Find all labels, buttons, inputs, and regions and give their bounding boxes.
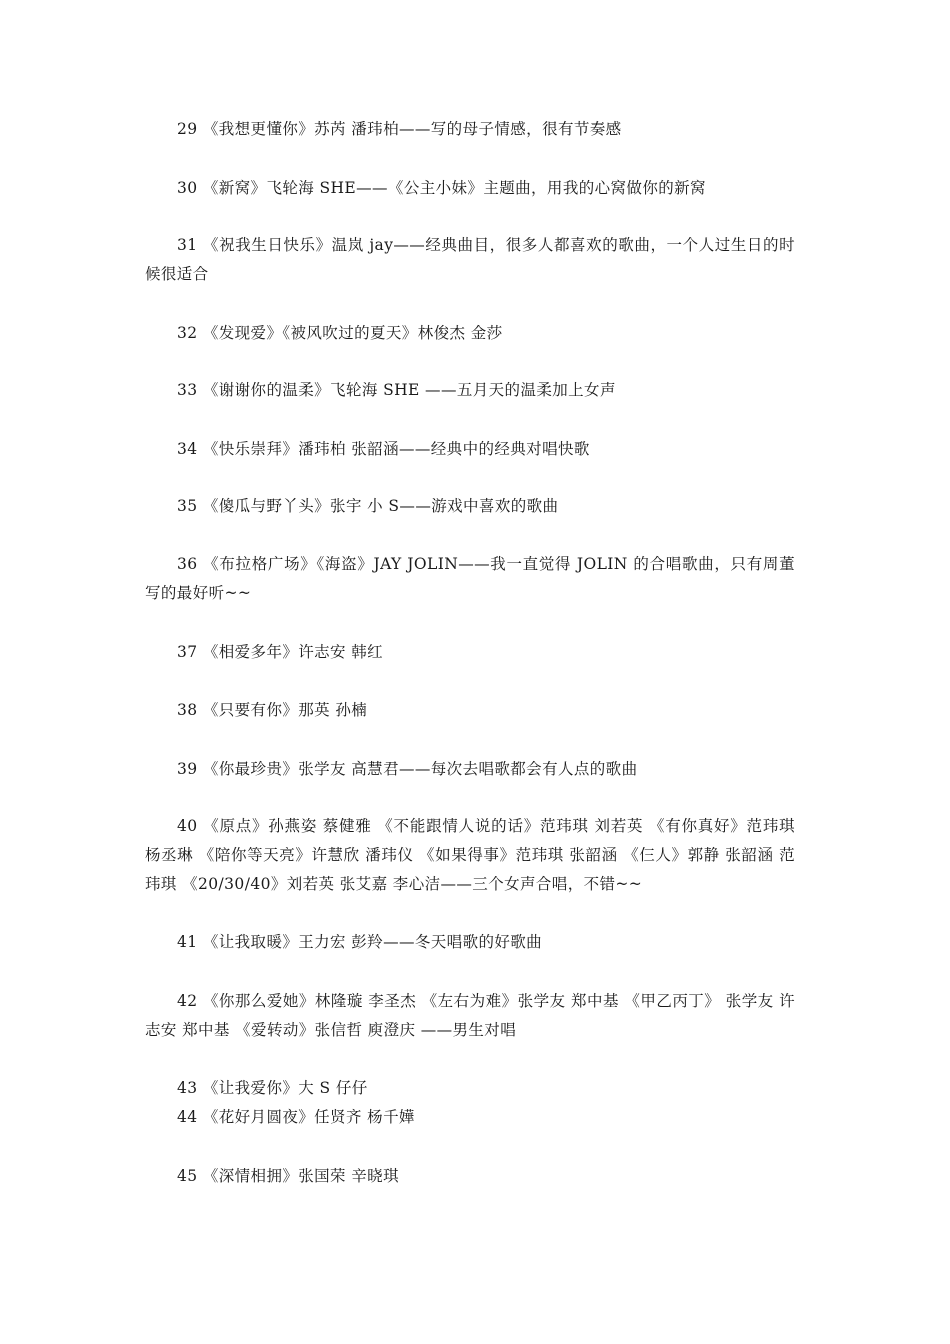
song-entry-43: 43 《让我爱你》大 S 仔仔 (177, 1079, 368, 1097)
song-entry-41: 41 《让我取暖》王力宏 彭羚——冬天唱歌的好歌曲 (177, 933, 543, 951)
song-entry-32: 32 《发现爱》《被风吹过的夏天》林俊杰 金莎 (177, 324, 503, 342)
song-entry-35: 35 《傻瓜与野丫头》张宇 小 S——游戏中喜欢的歌曲 (177, 497, 559, 515)
song-entry-33: 33 《谢谢你的温柔》飞轮海 SHE ——五月天的温柔加上女声 (177, 381, 616, 399)
song-entry-29: 29 《我想更懂你》苏芮 潘玮柏——写的母子情感，很有节奏感 (177, 120, 622, 138)
song-entry-37: 37 《相爱多年》许志安 韩红 (177, 643, 384, 661)
song-entry-31: 31 《祝我生日快乐》温岚 jay——经典曲目，很多人都喜欢的歌曲，一个人过生日的时候很适合 (145, 236, 795, 283)
song-entry-45: 45 《深情相拥》张国荣 辛晓琪 (177, 1167, 399, 1185)
song-entry-40: 40 《原点》孙燕姿 蔡健雅 《不能跟情人说的话》范玮琪 刘若英 《有你真好》范玮琪 杨丞琳 《陪你等天亮》许慧欣 潘玮仪 《如果得事》范玮琪 张韶涵 《仨人》郭静 张韶涵 范玮琪 《20/30/40》刘若英 张艾嘉 李心洁——三个女声合唱，不错~~ (145, 817, 795, 893)
song-entry-36: 36 《布拉格广场》《海盗》JAY JOLIN——我一直觉得 JOLIN 的合唱歌曲，只有周董写的最好听~~ (145, 555, 795, 602)
song-entry-39: 39 《你最珍贵》张学友 高慧君——每次去唱歌都会有人点的歌曲 (177, 760, 638, 778)
song-entry-44: 44 《花好月圆夜》任贤齐 杨千嬅 (177, 1108, 415, 1126)
song-entry-30: 30 《新窝》飞轮海 SHE——《公主小妹》主题曲，用我的心窝做你的新窝 (177, 179, 706, 197)
song-entry-38: 38 《只要有你》那英 孙楠 (177, 701, 368, 719)
song-entry-42: 42 《你那么爱她》林隆璇 李圣杰 《左右为难》张学友 郑中基 《甲乙丙丁》 张学友 许志安 郑中基 《爱转动》张信哲 庾澄庆 ——男生对唱 (145, 992, 795, 1039)
song-entry-34: 34 《快乐崇拜》潘玮柏 张韶涵——经典中的经典对唱快歌 (177, 440, 590, 458)
